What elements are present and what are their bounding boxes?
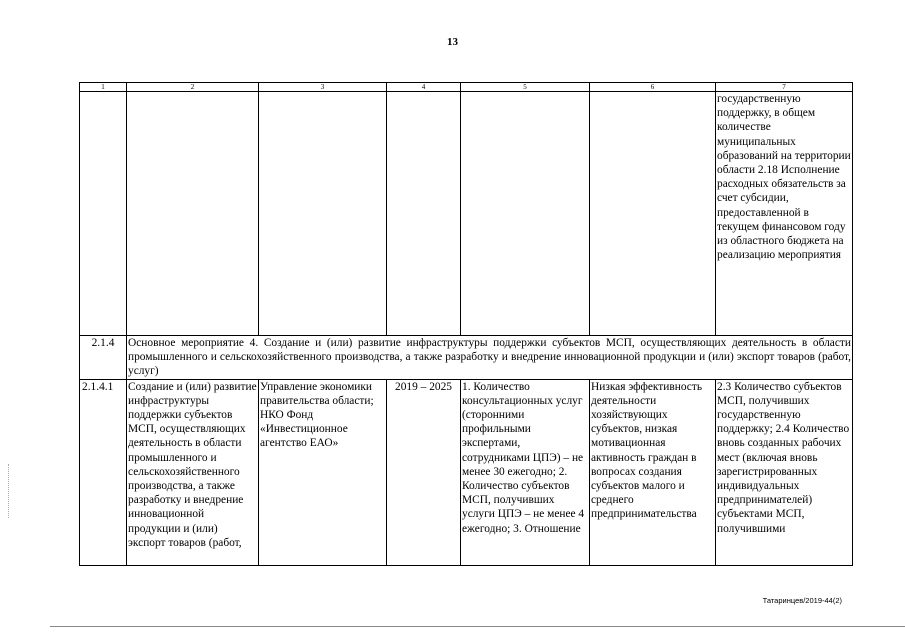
indicators-cell: 2.3 Количество субъектов МСП, получивших государственную поддержку; 2.4 Количество вновь созданных рабочих мест (включая вновь зарегистрированных индивидуальных предпринимателей) субъектами МСП, получившими [716,379,853,565]
empty-cell [259,92,387,336]
item-row [80,379,853,565]
section-row [80,336,853,380]
scan-margin-marks [8,464,10,518]
header-cell: 2 [127,83,259,92]
page-number: 13 [447,36,458,48]
continuation-row [80,92,853,336]
document-registration-mark: Татаринцев/2019-44(2) [762,596,842,605]
consequences-cell: Низкая эффективность деятельности хозяйствующих субъектов, низкая мотивационная активность граждан в вопросах создания субъектов малого и среднего предпринимательства [590,379,716,565]
header-cell: 1 [80,83,127,92]
header-cell: 3 [259,83,387,92]
page-bottom-edge [50,626,905,627]
indicators-continuation-cell: государственную поддержку, в общем количестве муниципальных образований на территории области 2.18 Исполнение расходных обязательств за счет субсидии, предоставленной в текущем финансовом году из областного бюджета на реализацию мероприятия [716,92,853,336]
empty-cell [590,92,716,336]
section-number-cell: 2.1.4 [80,336,127,380]
empty-cell [461,92,590,336]
section-title-cell: Основное мероприятие 4. Создание и (или) развитие инфраструктуры поддержки субъектов МСП, осуществляющих деятельность в области промышленного и сельскохозяйственного производства, а также разработку и внедрение инновационной продукции и (или) экспорт товаров (работ, услуг) [128,337,851,378]
header-row [80,83,853,92]
years-cell: 2019 – 2025 [387,379,461,565]
responsible-cell: Управление экономики правительства области; НКО Фонд «Инвестиционное агентство ЕАО» [259,379,387,565]
item-number-cell: 2.1.4.1 [80,379,127,565]
results-cell: 1. Количество консультационных услуг (сторонними профильными экспертами, сотрудниками ЦПЭ) – не менее 30 ежегодно; 2. Количество субъектов МСП, получивших услуги ЦПЭ – не менее 4 ежегодно; 3. Отношение [461,379,590,565]
header-cell: 4 [387,83,461,92]
header-cell: 7 [716,83,853,92]
empty-cell [387,92,461,336]
empty-cell [80,92,127,336]
empty-cell [127,92,259,336]
item-name-cell: Создание и (или) развитие инфраструктуры поддержки субъектов МСП, осуществляющих деятельность в области промышленного и сельскохозяйственного производства, а также разработку и внедрение инновационной продукции и (или) экспорт товаров (работ, [127,379,259,565]
header-cell: 5 [461,83,590,92]
plan-table [79,82,853,566]
header-cell: 6 [590,83,716,92]
